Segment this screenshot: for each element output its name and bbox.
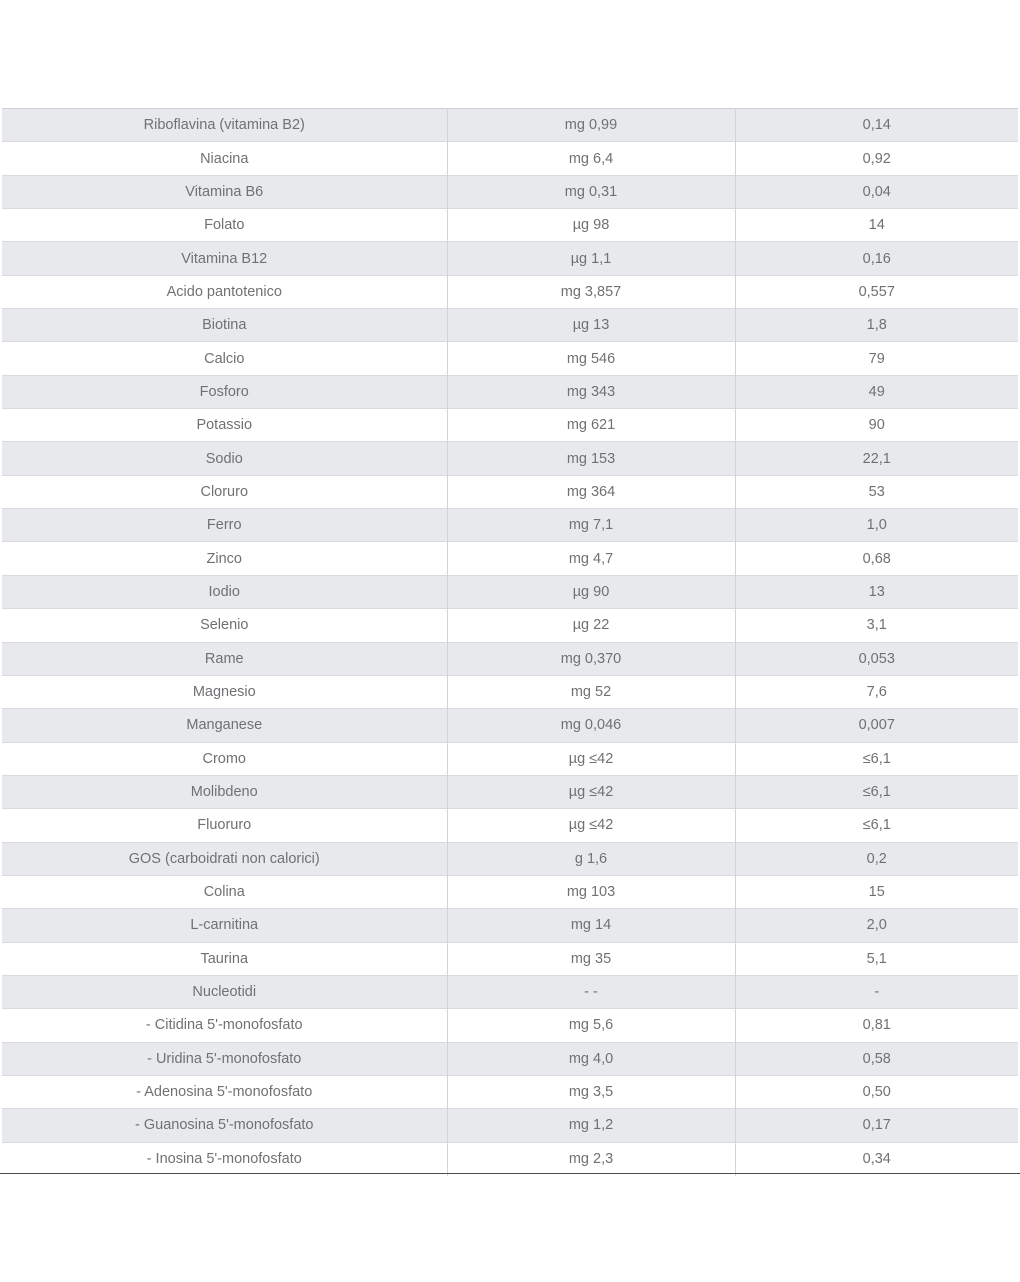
amount-cell: mg 0,99 bbox=[447, 109, 735, 142]
nutrition-table-body bbox=[2, 109, 1018, 1176]
nutrient-name-cell: GOS (carboidrati non calorici) bbox=[2, 842, 447, 875]
amount-cell: mg 621 bbox=[447, 409, 735, 442]
per-100ml-cell: 0,2 bbox=[735, 842, 1018, 875]
nutrient-name-cell: Nucleotidi bbox=[2, 975, 447, 1008]
table-row bbox=[2, 942, 1018, 975]
nutrient-name-cell: Cloruro bbox=[2, 475, 447, 508]
per-100ml-cell: 0,50 bbox=[735, 1075, 1018, 1108]
amount-cell: mg 6,4 bbox=[447, 142, 735, 175]
per-100ml-cell: 0,58 bbox=[735, 1042, 1018, 1075]
table-row bbox=[2, 342, 1018, 375]
table-row bbox=[2, 542, 1018, 575]
per-100ml-cell: 0,92 bbox=[735, 142, 1018, 175]
nutrient-name-cell: Vitamina B6 bbox=[2, 175, 447, 208]
nutrient-name-cell: Biotina bbox=[2, 309, 447, 342]
per-100ml-cell: 14 bbox=[735, 209, 1018, 242]
nutrient-name-cell: Taurina bbox=[2, 942, 447, 975]
nutrient-name-cell: Molibdeno bbox=[2, 775, 447, 808]
per-100ml-cell: 5,1 bbox=[735, 942, 1018, 975]
table-row bbox=[2, 109, 1018, 142]
per-100ml-cell: 0,053 bbox=[735, 642, 1018, 675]
amount-cell: mg 4,0 bbox=[447, 1042, 735, 1075]
amount-cell: µg ≤42 bbox=[447, 775, 735, 808]
table-row bbox=[2, 309, 1018, 342]
amount-cell: mg 0,31 bbox=[447, 175, 735, 208]
amount-cell: mg 3,5 bbox=[447, 1075, 735, 1108]
nutrient-name-cell: Magnesio bbox=[2, 675, 447, 708]
amount-cell: µg 90 bbox=[447, 575, 735, 608]
nutrient-name-cell: Colina bbox=[2, 875, 447, 908]
amount-cell: mg 153 bbox=[447, 442, 735, 475]
per-100ml-cell: 0,16 bbox=[735, 242, 1018, 275]
per-100ml-cell: 0,17 bbox=[735, 1109, 1018, 1142]
table-row bbox=[2, 275, 1018, 308]
per-100ml-cell: ≤6,1 bbox=[735, 742, 1018, 775]
amount-cell: mg 1,2 bbox=[447, 1109, 735, 1142]
per-100ml-cell: ≤6,1 bbox=[735, 809, 1018, 842]
per-100ml-cell: 0,557 bbox=[735, 275, 1018, 308]
nutrient-name-cell: Manganese bbox=[2, 709, 447, 742]
nutrient-name-cell: - Adenosina 5'-monofosfato bbox=[2, 1075, 447, 1108]
amount-cell: µg 13 bbox=[447, 309, 735, 342]
amount-cell: µg ≤42 bbox=[447, 809, 735, 842]
table-row bbox=[2, 975, 1018, 1008]
per-100ml-cell: 15 bbox=[735, 875, 1018, 908]
per-100ml-cell: 0,34 bbox=[735, 1142, 1018, 1175]
amount-cell: mg 364 bbox=[447, 475, 735, 508]
amount-cell: mg 2,3 bbox=[447, 1142, 735, 1175]
table-row bbox=[2, 1009, 1018, 1042]
nutrient-name-cell: Selenio bbox=[2, 609, 447, 642]
per-100ml-cell: 0,007 bbox=[735, 709, 1018, 742]
per-100ml-cell: 0,14 bbox=[735, 109, 1018, 142]
table-row bbox=[2, 909, 1018, 942]
nutrient-name-cell: Calcio bbox=[2, 342, 447, 375]
amount-cell: µg ≤42 bbox=[447, 742, 735, 775]
nutrition-table bbox=[2, 108, 1018, 1176]
table-row bbox=[2, 209, 1018, 242]
table-row bbox=[2, 675, 1018, 708]
table-row bbox=[2, 875, 1018, 908]
per-100ml-cell: 7,6 bbox=[735, 675, 1018, 708]
table-row bbox=[2, 509, 1018, 542]
nutrient-name-cell: Fluoruro bbox=[2, 809, 447, 842]
amount-cell: mg 35 bbox=[447, 942, 735, 975]
nutrient-name-cell: - Uridina 5'-monofosfato bbox=[2, 1042, 447, 1075]
table-row bbox=[2, 709, 1018, 742]
table-row bbox=[2, 442, 1018, 475]
amount-cell: mg 103 bbox=[447, 875, 735, 908]
per-100ml-cell: 1,0 bbox=[735, 509, 1018, 542]
amount-cell: mg 3,857 bbox=[447, 275, 735, 308]
table-row bbox=[2, 1042, 1018, 1075]
table-row bbox=[2, 1109, 1018, 1142]
nutrient-name-cell: Acido pantotenico bbox=[2, 275, 447, 308]
table-row bbox=[2, 742, 1018, 775]
per-100ml-cell: 1,8 bbox=[735, 309, 1018, 342]
table-row bbox=[2, 375, 1018, 408]
amount-cell: mg 0,370 bbox=[447, 642, 735, 675]
table-row bbox=[2, 409, 1018, 442]
amount-cell: mg 52 bbox=[447, 675, 735, 708]
table-row bbox=[2, 775, 1018, 808]
table-row bbox=[2, 642, 1018, 675]
nutrient-name-cell: Zinco bbox=[2, 542, 447, 575]
table-row bbox=[2, 575, 1018, 608]
table-row bbox=[2, 842, 1018, 875]
nutrient-name-cell: Potassio bbox=[2, 409, 447, 442]
per-100ml-cell: 49 bbox=[735, 375, 1018, 408]
table-row bbox=[2, 809, 1018, 842]
per-100ml-cell: ≤6,1 bbox=[735, 775, 1018, 808]
nutrient-name-cell: - Guanosina 5'-monofosfato bbox=[2, 1109, 447, 1142]
nutrient-name-cell: - Citidina 5'-monofosfato bbox=[2, 1009, 447, 1042]
amount-cell: mg 546 bbox=[447, 342, 735, 375]
per-100ml-cell: 3,1 bbox=[735, 609, 1018, 642]
table-row bbox=[2, 242, 1018, 275]
nutrient-name-cell: Riboflavina (vitamina B2) bbox=[2, 109, 447, 142]
nutrient-name-cell: Folato bbox=[2, 209, 447, 242]
amount-cell: mg 343 bbox=[447, 375, 735, 408]
nutrient-name-cell: L-carnitina bbox=[2, 909, 447, 942]
table-bottom-rule bbox=[0, 1173, 1020, 1174]
table-row bbox=[2, 142, 1018, 175]
amount-cell: µg 1,1 bbox=[447, 242, 735, 275]
per-100ml-cell: - bbox=[735, 975, 1018, 1008]
nutrient-name-cell: Fosforo bbox=[2, 375, 447, 408]
nutrient-name-cell: Rame bbox=[2, 642, 447, 675]
per-100ml-cell: 90 bbox=[735, 409, 1018, 442]
per-100ml-cell: 0,04 bbox=[735, 175, 1018, 208]
amount-cell: g 1,6 bbox=[447, 842, 735, 875]
nutrient-name-cell: Cromo bbox=[2, 742, 447, 775]
per-100ml-cell: 13 bbox=[735, 575, 1018, 608]
amount-cell: µg 98 bbox=[447, 209, 735, 242]
per-100ml-cell: 22,1 bbox=[735, 442, 1018, 475]
per-100ml-cell: 0,68 bbox=[735, 542, 1018, 575]
per-100ml-cell: 2,0 bbox=[735, 909, 1018, 942]
per-100ml-cell: 79 bbox=[735, 342, 1018, 375]
table-row bbox=[2, 475, 1018, 508]
table-row bbox=[2, 1075, 1018, 1108]
amount-cell: mg 7,1 bbox=[447, 509, 735, 542]
nutrient-name-cell: Iodio bbox=[2, 575, 447, 608]
amount-cell: mg 4,7 bbox=[447, 542, 735, 575]
nutrient-name-cell: Niacina bbox=[2, 142, 447, 175]
per-100ml-cell: 53 bbox=[735, 475, 1018, 508]
nutrient-name-cell: - Inosina 5'-monofosfato bbox=[2, 1142, 447, 1175]
table-row bbox=[2, 1142, 1018, 1175]
amount-cell: mg 14 bbox=[447, 909, 735, 942]
nutrient-name-cell: Sodio bbox=[2, 442, 447, 475]
nutrient-name-cell: Ferro bbox=[2, 509, 447, 542]
table-row bbox=[2, 609, 1018, 642]
amount-cell: mg 5,6 bbox=[447, 1009, 735, 1042]
nutrient-name-cell: Vitamina B12 bbox=[2, 242, 447, 275]
amount-cell: - - bbox=[447, 975, 735, 1008]
per-100ml-cell: 0,81 bbox=[735, 1009, 1018, 1042]
amount-cell: mg 0,046 bbox=[447, 709, 735, 742]
table-row bbox=[2, 175, 1018, 208]
amount-cell: µg 22 bbox=[447, 609, 735, 642]
